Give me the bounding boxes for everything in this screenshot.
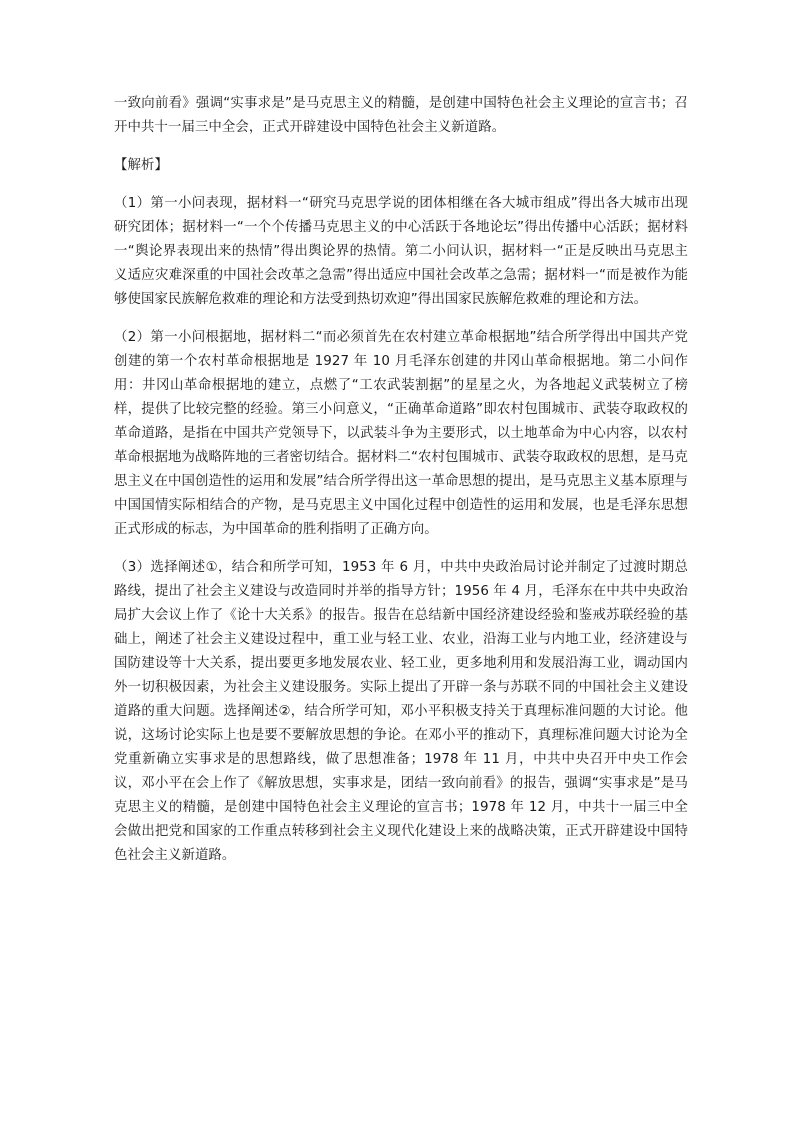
- answer-paragraph-1: （1）第一小问表现，据材料一“研究马克思学说的团体相继在各大城市组成”得出各大城市出现研究团体；据材料一“一个个传播马克思主义的中心活跃于各地论坛”得出传播中心活跃；据材料一“舆论界表现出来的热情”得出舆论界的热情。第二小问认识，据材料一“正是反映出马克思主义适应灾难深重的中国社会改革之急需”得出适应中国社会改革之急需；据材料一“而是被作为能够使国家民族解危救难的理论和方法受到热切欢迎”得出国家民族解危救难的理论和方法。: [114, 196, 688, 307]
- answer-paragraph-3: （3）选择阐述①，结合和所学可知，1953 年 6 月，中共中央政治局讨论并制定了过渡时期总路线，提出了社会主义建设与改造同时并举的指导方针；1956 年 4 月，毛泽东在中共中央政治局扩大会议上作了《论十大关系》的报告。报告在总结新中国经济建设经验和鉴戒苏联经验的基础上，阐述了社会主义建设过程中，重工业与轻工业、农业，沿海工业与内地工业，经济建设与国防建设等十大关系，提出要更多地发展农业、轻工业，更多地利用和发展沿海工业，调动国内外一切积极因素，为社会主义建设服务。实际上提出了开辟一条与苏联不同的中国社会主义建设道路的重大问题。选择阐述②，结合所学可知，邓小平积极支持关于真理标准问题的大讨论。他说，这场讨论实际上也是要不要解放思想的争论。在邓小平的推动下，真理标准问题大讨论为全党重新确立实事求是的思想路线，做了思想准备；1978 年 11 月，中共中央召开中央工作会议，邓小平在会上作了《解放思想，实事求是，团结一致向前看》的报告，强调“实事求是”是马克思主义的精髓，是创建中国特色社会主义理论的宣言书；1978 年 12 月，中共十一届三中全会做出把党和国家的工作重点转移到社会主义现代化建设上来的战略决策，正式开辟建设中国特色社会主义新道路。: [114, 560, 688, 863]
- intro-paragraph: 一致向前看》强调“实事求是”是马克思主义的精髓，是创建中国特色社会主义理论的宣言书；召开中共十一届三中全会，正式开辟建设中国特色社会主义新道路。: [114, 96, 688, 135]
- document-body: [114, 92, 688, 882]
- analysis-heading: 【解析】: [114, 158, 168, 173]
- answer-paragraph-2: （2）第一小问根据地，据材料二“而必须首先在农村建立革命根据地”结合所学得出中国共产党创建的第一个农村革命根据地是 1927 年 10 月毛泽东创建的井冈山革命根据地。第二小问作用：井冈山革命根据地的建立，点燃了“工农武装割据”的星星之火，为各地起义武装树立了榜样，提供了比较完整的经验。第三小问意义，“正确革命道路”即农村包围城市、武装夺取政权的革命道路，是指在中国共产党领导下，以武装斗争为主要形式，以土地革命为中心内容，以农村革命根据地为战略阵地的三者密切结合。据材料二“农村包围城市、武装夺取政权的思想，是马克思主义在中国创造性的运用和发展”结合所学得出这一革命思想的提出，是马克思主义基本原理与中国国情实际相结合的产物，是马克思主义中国化过程中创造性的运用和发展，也是毛泽东思想正式形成的标志，为中国革命的胜利指明了正确方向。: [114, 330, 688, 537]
